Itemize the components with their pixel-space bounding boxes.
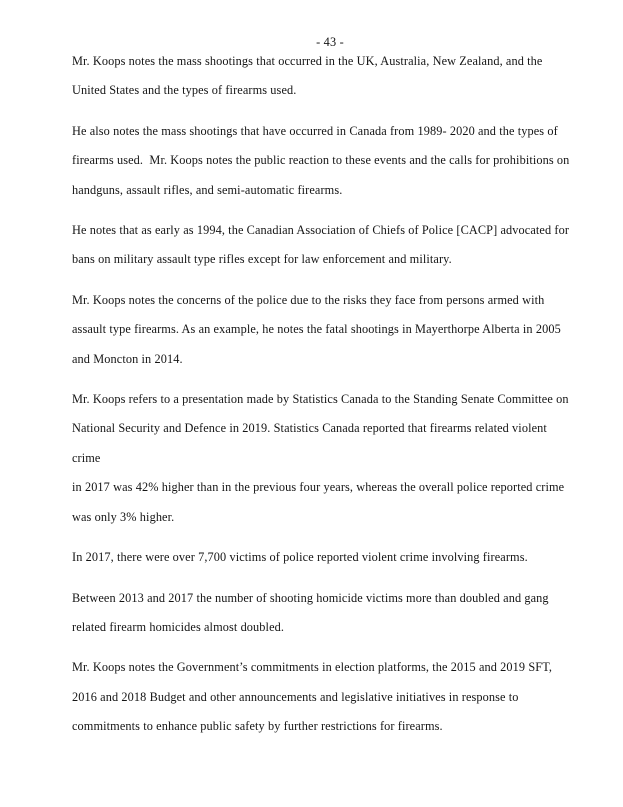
text-line: United States and the types of firearms used. bbox=[72, 83, 297, 98]
paragraph bbox=[72, 653, 572, 741]
document-body bbox=[72, 47, 572, 753]
text-line: In 2017, there were over 7,700 victims of police reported violent crime involving firearms. bbox=[72, 550, 528, 565]
paragraph bbox=[72, 47, 572, 106]
text-line: and Moncton in 2014. bbox=[72, 351, 183, 366]
text-line: Between 2013 and 2017 the number of shooting homicide victims more than doubled and gang bbox=[72, 590, 549, 605]
text-line: commitments to enhance public safety by further restrictions for firearms. bbox=[72, 719, 443, 734]
paragraph bbox=[72, 385, 572, 532]
paragraph bbox=[72, 286, 572, 374]
text-line: firearms used. Mr. Koops notes the public reaction to these events and the calls for prohibitions on bbox=[72, 153, 570, 168]
text-line: 2016 and 2018 Budget and other announcements and legislative initiatives in response to bbox=[72, 689, 519, 704]
text-line: Mr. Koops notes the concerns of the police due to the risks they face from persons armed with bbox=[72, 292, 545, 307]
text-line: Mr. Koops notes the mass shootings that occurred in the UK, Australia, New Zealand, and the bbox=[72, 54, 543, 68]
text-line: assault type firearms. As an example, he notes the fatal shootings in Mayerthorpe Alberta in 2005 bbox=[72, 322, 561, 337]
text-line: in 2017 was 42% higher than in the previous four years, whereas the overall police reported crime bbox=[72, 480, 565, 495]
text-line: National Security and Defence in 2019. Statistics Canada reported that firearms related violent crime bbox=[72, 421, 551, 465]
text-line: handguns, assault rifles, and semi-automatic firearms. bbox=[72, 182, 343, 197]
paragraph bbox=[72, 584, 572, 643]
text-line: He also notes the mass shootings that have occurred in Canada from 1989- 2020 and the types of bbox=[72, 123, 558, 138]
text-line: related firearm homicides almost doubled. bbox=[72, 619, 285, 634]
paragraph bbox=[72, 543, 572, 572]
text-line: He notes that as early as 1994, the Canadian Association of Chiefs of Police [CACP] advocated for bbox=[72, 223, 570, 238]
text-line: was only 3% higher. bbox=[72, 509, 175, 524]
text-line: Mr. Koops notes the Government’s commitments in election platforms, the 2015 and 2019 SFT, bbox=[72, 660, 553, 675]
paragraph bbox=[72, 216, 572, 275]
paragraph bbox=[72, 117, 572, 205]
text-line: bans on military assault type rifles except for law enforcement and military. bbox=[72, 252, 452, 267]
page-number: - 43 - bbox=[316, 35, 344, 49]
text-line: Mr. Koops refers to a presentation made by Statistics Canada to the Standing Senate Committee on bbox=[72, 392, 569, 407]
